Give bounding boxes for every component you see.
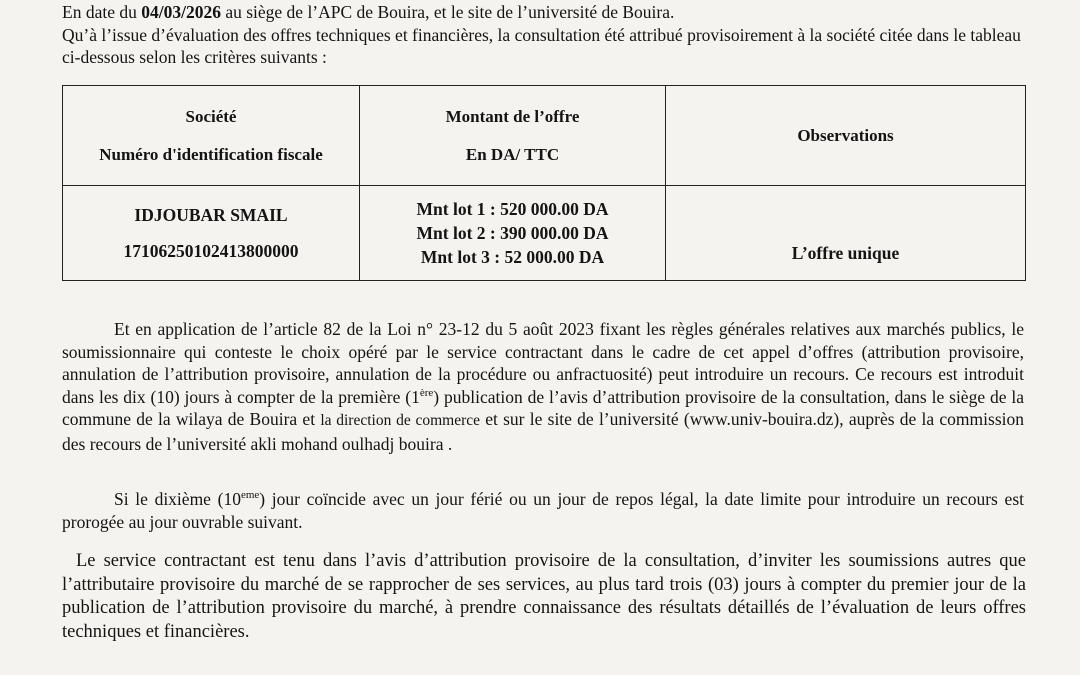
company-name: IDJOUBAR SMAIL (134, 205, 288, 226)
intro-award-line: Qu’à l’issue d’évaluation des offres techniques et financières, la consultation été attribué provisoirement à la société citée dans le tableau ci-dessous selon les critères suivants : (62, 25, 1021, 67)
holiday-text-b: ) jour coïncide avec un jour férié ou un jour de repos légal, la date limite pour introduire un recours est prorogée au jour ouvrable suivant. (62, 489, 1024, 532)
award-date: 04/03/2026 (141, 2, 221, 22)
appeal-text-a: Et en application de l’article 82 de la Loi n° 23-12 du 5 août 2023 fixant les règles générales relatives aux marchés publics, le soumissionnaire qui conteste le choix opéré par le service contractant dans le cadre de cet appel d’offres (attribution provisoire, annulation de l’attribution provisoire, annulation de la procédure ou anfractuosité) peut introduire un recours. Ce recours est introduit dans les dix (10) jours à compter de la première (1 (62, 319, 1024, 407)
header-company-label: Société (185, 106, 237, 126)
appeal-text-small: la direction de commerce (320, 412, 480, 429)
table-header-row (63, 86, 1026, 186)
cell-observation (666, 186, 1026, 281)
holiday-paragraph (62, 488, 1024, 533)
award-table (62, 85, 1026, 281)
results-text: Le service contractant est tenu dans l’avis d’attribution provisoire de la consultation, d’inviter les soumissions autres que l’attributaire provisoire du marché de se rapprocher de ses services, au plus tard trois (03) jours à compter du premier jour de la publication de l’attribution provisoire du marché, à prendre connaissance des résultats détaillés de l’évaluation de leurs offres techniques et financières. (62, 551, 1026, 642)
header-nif-label: Numéro d'identification fiscale (99, 144, 323, 164)
cell-company (63, 186, 360, 281)
observation-text: L’offre unique (791, 242, 900, 263)
lot-3-amount: Mnt lot 3 : 52 000.00 DA (420, 247, 605, 268)
header-amount-label: Montant de l’offre (445, 106, 580, 126)
header-amount (360, 86, 666, 186)
lot-2-amount: Mnt lot 2 : 390 000.00 DA (416, 223, 609, 244)
cell-amounts (360, 186, 666, 281)
header-currency-label: En DA/ TTC (465, 144, 560, 164)
header-company (63, 86, 360, 186)
company-nif: 17106250102413800000 (123, 241, 299, 262)
holiday-text-a: Si le dixième (10 (114, 489, 241, 509)
header-observations (666, 86, 1026, 186)
appeal-paragraph (62, 318, 1024, 455)
superscript-ere: ère (419, 386, 434, 399)
table-row (63, 186, 1026, 281)
lot-1-amount: Mnt lot 1 : 520 000.00 DA (416, 199, 609, 220)
appeal-text-c: et sur le site de l’université (www.univ-bouira.dz), auprès de la commission des recours de l’université akli mohand oulhadj bouira . (62, 409, 1024, 454)
intro-date-line (62, 1, 1042, 23)
superscript-eme: eme (240, 489, 260, 502)
appeal-text-b: ) publication de l’avis d’attribution provisoire de la consultation, dans le siège de la commune de la wilaya de Bouira et (62, 386, 1024, 429)
header-observations-label: Observations (797, 125, 894, 145)
intro-text: au siège de l’APC de Bouira, et le site de l’université de Bouira. (220, 2, 675, 22)
intro-text: En date du (62, 2, 142, 22)
results-paragraph (62, 550, 1026, 644)
